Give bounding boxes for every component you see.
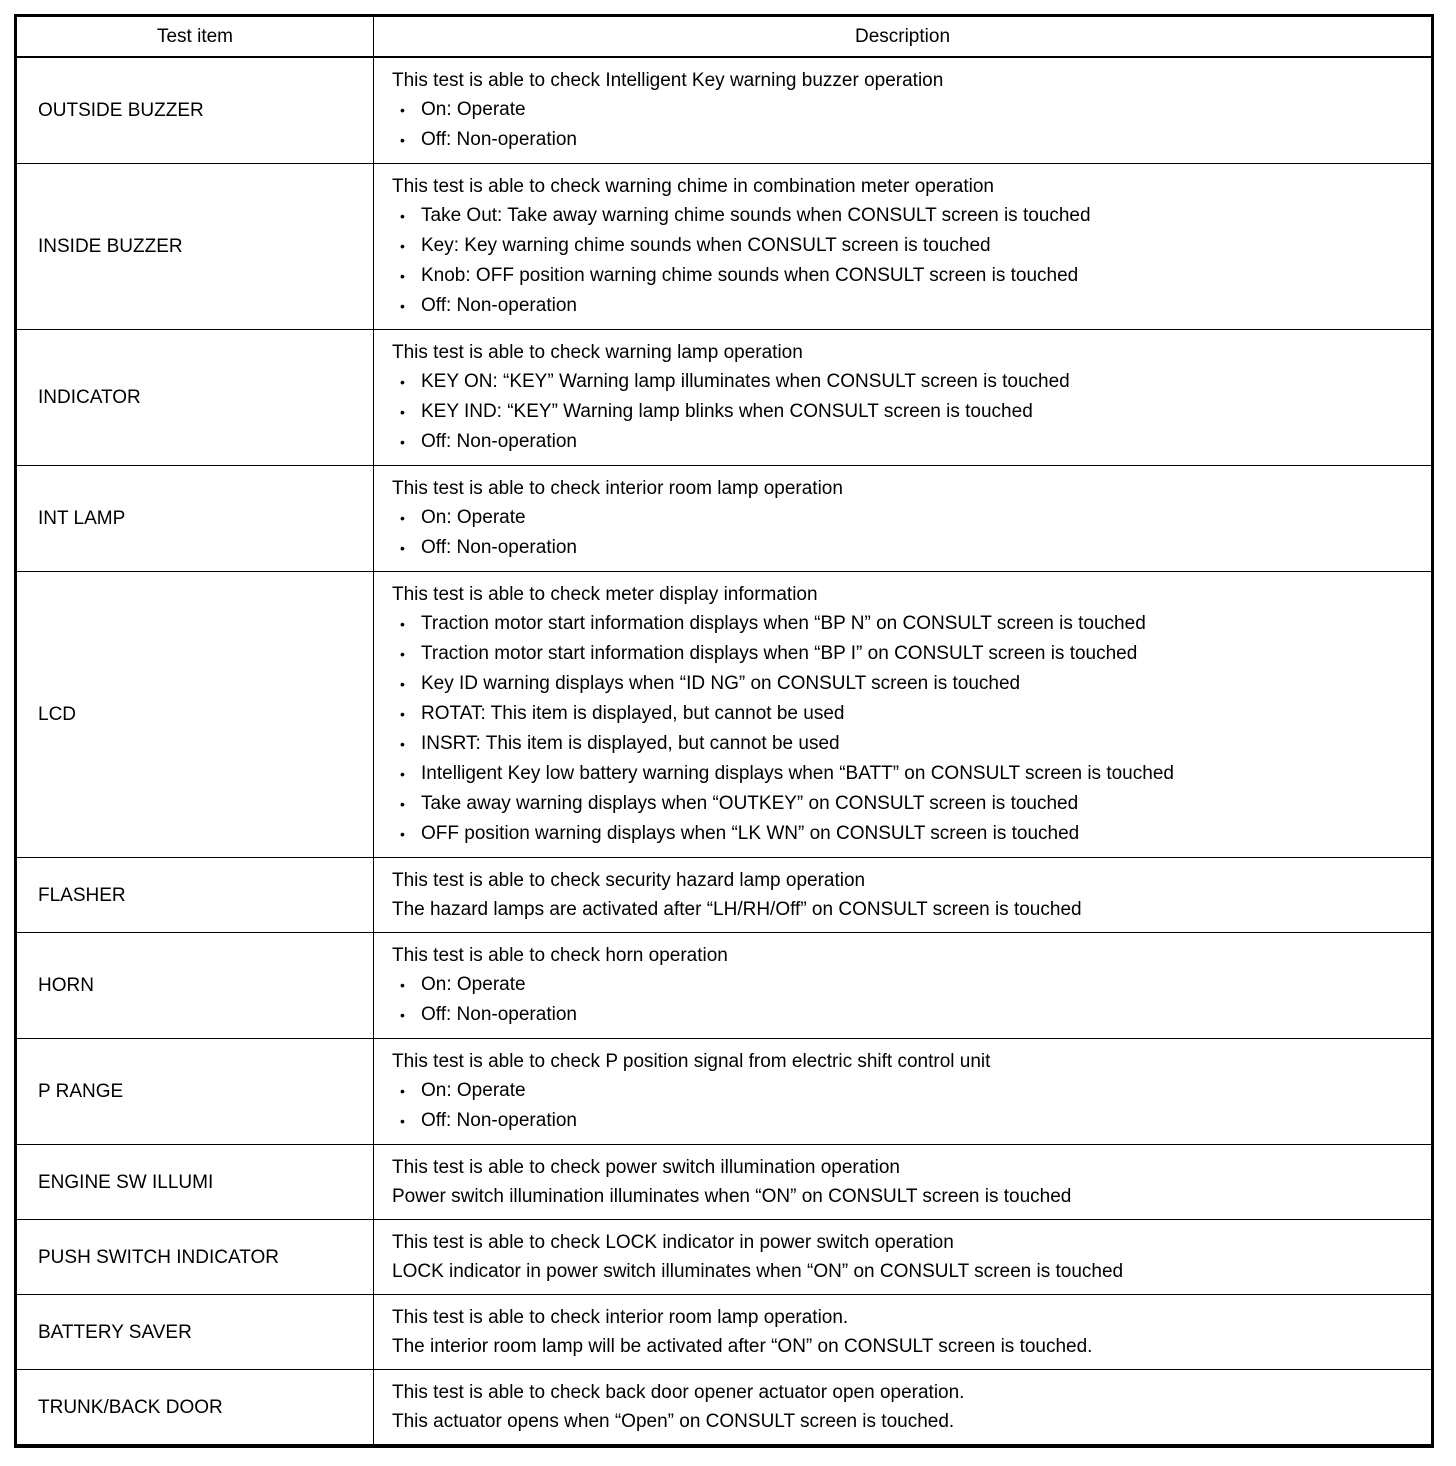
test-item-cell: ENGINE SW ILLUMI (16, 1145, 374, 1220)
bullet-line (390, 609, 1421, 639)
bullet-icon: • (400, 132, 405, 148)
bullet-line (390, 759, 1421, 789)
description-cell (374, 1145, 1433, 1220)
description-cell (374, 164, 1433, 330)
bullet-icon: • (400, 208, 405, 224)
bullet-icon: • (400, 826, 405, 842)
bullet-text: Off: Non-operation (421, 129, 577, 150)
description-line: This test is able to check horn operation (392, 945, 728, 966)
bullet-icon: • (400, 374, 405, 390)
bullet-icon: • (400, 616, 405, 632)
bullet-line (390, 1106, 1421, 1136)
description-cell (374, 1220, 1433, 1295)
description-line: This test is able to check security hazard lamp operation (392, 870, 866, 891)
description-line: LOCK indicator in power switch illuminates when “ON” on CONSULT screen is touched (392, 1261, 1124, 1282)
bullet-icon: • (400, 510, 405, 526)
bullet-text: Take Out: Take away warning chime sounds when CONSULT screen is touched (421, 205, 1091, 226)
test-item-cell: HORN (16, 933, 374, 1039)
bullet-text: ROTAT: This item is displayed, but cannot be used (421, 703, 845, 724)
bullet-line (390, 367, 1421, 397)
test-item-cell: FLASHER (16, 858, 374, 933)
bullet-icon: • (400, 736, 405, 752)
table-row (16, 1220, 1433, 1295)
bullet-text: On: Operate (421, 99, 526, 120)
test-item-cell: P RANGE (16, 1039, 374, 1145)
bullet-icon: • (400, 646, 405, 662)
bullet-line (390, 1076, 1421, 1106)
bullet-line (390, 503, 1421, 533)
table-row (16, 572, 1433, 858)
description-line: This test is able to check P position signal from electric shift control unit (392, 1051, 991, 1072)
description-line: Power switch illumination illuminates when “ON” on CONSULT screen is touched (392, 1186, 1072, 1207)
bullet-text: Off: Non-operation (421, 1004, 577, 1025)
description-line: The hazard lamps are activated after “LH/RH/Off” on CONSULT screen is touched (392, 899, 1082, 920)
test-item-cell: INT LAMP (16, 466, 374, 572)
table-header (16, 16, 1433, 58)
bullet-line (390, 699, 1421, 729)
bullet-line (390, 397, 1421, 427)
bullet-icon: • (400, 268, 405, 284)
bullet-icon: • (400, 796, 405, 812)
bullet-line (390, 231, 1421, 261)
description-cell (374, 1295, 1433, 1370)
bullet-icon: • (400, 238, 405, 254)
bullet-text: Off: Non-operation (421, 537, 577, 558)
table-row (16, 1039, 1433, 1145)
bullet-line (390, 261, 1421, 291)
bullet-text: Off: Non-operation (421, 1110, 577, 1131)
description-cell (374, 57, 1433, 164)
bullet-line (390, 970, 1421, 1000)
description-cell (374, 466, 1433, 572)
header-description: Description (374, 16, 1433, 58)
bullet-icon: • (400, 298, 405, 314)
description-line: This actuator opens when “Open” on CONSULT screen is touched. (392, 1411, 955, 1432)
description-line: This test is able to check interior room lamp operation (392, 478, 843, 499)
description-cell (374, 330, 1433, 466)
description-line: This test is able to check power switch illumination operation (392, 1157, 900, 1178)
table-row (16, 466, 1433, 572)
test-item-cell: BATTERY SAVER (16, 1295, 374, 1370)
description-cell (374, 1039, 1433, 1145)
bullet-text: Key ID warning displays when “ID NG” on CONSULT screen is touched (421, 673, 1021, 694)
bullet-text: On: Operate (421, 507, 526, 528)
bullet-line (390, 533, 1421, 563)
description-line: This test is able to check interior room lamp operation. (392, 1307, 849, 1328)
bullet-icon: • (400, 540, 405, 556)
bullet-line (390, 819, 1421, 849)
table-row (16, 933, 1433, 1039)
bullet-text: Intelligent Key low battery warning displays when “BATT” on CONSULT screen is touched (421, 763, 1174, 784)
bullet-line (390, 291, 1421, 321)
bullet-line (390, 95, 1421, 125)
bullet-icon: • (400, 766, 405, 782)
description-cell (374, 1370, 1433, 1447)
bullet-text: On: Operate (421, 1080, 526, 1101)
bullet-icon: • (400, 434, 405, 450)
bullet-line (390, 729, 1421, 759)
table-row (16, 1295, 1433, 1370)
table-row (16, 57, 1433, 164)
description-cell (374, 858, 1433, 933)
description-line: This test is able to check LOCK indicator in power switch operation (392, 1232, 954, 1253)
bullet-text: Knob: OFF position warning chime sounds when CONSULT screen is touched (421, 265, 1079, 286)
description-line: This test is able to check back door opener actuator open operation. (392, 1382, 965, 1403)
bullet-text: Off: Non-operation (421, 295, 577, 316)
header-test-item: Test item (16, 16, 374, 58)
bullet-line (390, 669, 1421, 699)
description-line: This test is able to check meter display information (392, 584, 818, 605)
test-item-cell: OUTSIDE BUZZER (16, 57, 374, 164)
bullet-icon: • (400, 977, 405, 993)
bullet-text: Traction motor start information displays when “BP I” on CONSULT screen is touched (421, 643, 1138, 664)
description-line: This test is able to check warning lamp operation (392, 342, 803, 363)
bullet-text: Traction motor start information displays when “BP N” on CONSULT screen is touched (421, 613, 1146, 634)
bullet-icon: • (400, 102, 405, 118)
bullet-text: Off: Non-operation (421, 431, 577, 452)
test-item-cell: LCD (16, 572, 374, 858)
table-row (16, 1145, 1433, 1220)
description-cell (374, 572, 1433, 858)
test-item-cell: TRUNK/BACK DOOR (16, 1370, 374, 1447)
description-line: This test is able to check Intelligent Key warning buzzer operation (392, 70, 944, 91)
bullet-text: INSRT: This item is displayed, but cannot be used (421, 733, 840, 754)
bullet-icon: • (400, 676, 405, 692)
bullet-text: Take away warning displays when “OUTKEY” on CONSULT screen is touched (421, 793, 1079, 814)
bullet-line (390, 427, 1421, 457)
header-row (16, 16, 1433, 58)
bullet-text: Key: Key warning chime sounds when CONSULT screen is touched (421, 235, 991, 256)
bullet-line (390, 1000, 1421, 1030)
bullet-text: On: Operate (421, 974, 526, 995)
bullet-text: OFF position warning displays when “LK WN” on CONSULT screen is touched (421, 823, 1080, 844)
bullet-icon: • (400, 404, 405, 420)
bullet-line (390, 125, 1421, 155)
bullet-icon: • (400, 1007, 405, 1023)
test-item-cell: PUSH SWITCH INDICATOR (16, 1220, 374, 1295)
description-line: The interior room lamp will be activated after “ON” on CONSULT screen is touched. (392, 1336, 1093, 1357)
bullet-line (390, 201, 1421, 231)
test-item-cell: INSIDE BUZZER (16, 164, 374, 330)
table-row (16, 330, 1433, 466)
bullet-text: KEY IND: “KEY” Warning lamp blinks when CONSULT screen is touched (421, 401, 1033, 422)
table-row (16, 164, 1433, 330)
bullet-line (390, 639, 1421, 669)
description-line: This test is able to check warning chime in combination meter operation (392, 176, 994, 197)
bullet-text: KEY ON: “KEY” Warning lamp illuminates when CONSULT screen is touched (421, 371, 1070, 392)
bullet-icon: • (400, 1113, 405, 1129)
test-item-cell: INDICATOR (16, 330, 374, 466)
bullet-icon: • (400, 706, 405, 722)
table-row (16, 1370, 1433, 1447)
test-item-table (14, 14, 1434, 1448)
table-body (16, 57, 1433, 1446)
table-row (16, 858, 1433, 933)
description-cell (374, 933, 1433, 1039)
bullet-icon: • (400, 1083, 405, 1099)
bullet-line (390, 789, 1421, 819)
